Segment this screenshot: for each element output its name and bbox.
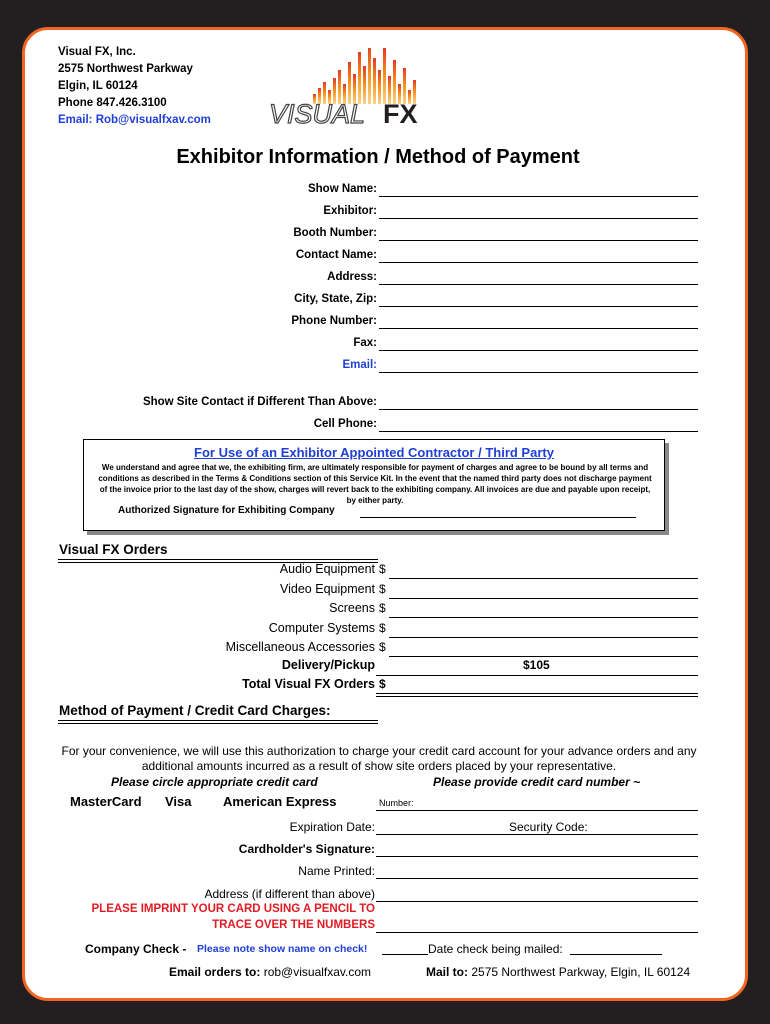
logo-bar (378, 70, 381, 104)
field-line[interactable] (379, 284, 698, 285)
order-item-label: Video Equipment (280, 581, 375, 596)
company-street: 2575 Northwest Parkway (58, 63, 193, 75)
payment-intro: For your convenience, we will use this authorization to charge your credit card account for your advance orders and any additional amounts incurred as a result of show site orders placed by your representative. (61, 744, 697, 773)
mail-to (426, 965, 690, 979)
order-item-currency: $ (379, 620, 386, 635)
provide-number-label: Please provide credit card number ~ (433, 775, 641, 789)
order-item-currency: $ (379, 562, 386, 576)
site-field-label: Show Site Contact if Different Than Above: (142, 396, 377, 408)
field-line[interactable] (379, 262, 698, 263)
card-american-express[interactable]: American Express (223, 794, 337, 809)
field-line[interactable] (379, 306, 698, 307)
site-field-label: Cell Phone: (313, 418, 377, 430)
authorized-signature-label: Authorized Signature for Exhibiting Company (118, 505, 335, 516)
company-phone: Phone 847.426.3100 (58, 97, 167, 109)
field-label: Fax: (353, 337, 377, 349)
email-orders (169, 965, 371, 979)
security-code-label: Security Code: (509, 820, 588, 834)
delivery-value: $105 (523, 658, 550, 672)
imprint-line[interactable] (376, 932, 698, 933)
logo-bar (373, 58, 376, 104)
imprint-notice-2: TRACE OVER THE NUMBERS (212, 919, 375, 931)
field-line[interactable] (379, 196, 698, 197)
notice-heading: For Use of an Exhibitor Appointed Contractor / Third Party (194, 445, 554, 460)
mail-to-value: 2575 Northwest Parkway, Elgin, IL 60124 (471, 965, 691, 979)
total-line[interactable] (376, 693, 698, 697)
alt-address-line[interactable] (376, 901, 698, 902)
logo-bar (393, 60, 396, 104)
expiration-line[interactable] (376, 834, 698, 835)
order-item-currency: $ (379, 581, 386, 596)
mail-to-label: Mail to: (426, 965, 468, 979)
field-label: Address: (327, 271, 377, 283)
svg-text:FX: FX (383, 99, 418, 129)
third-party-notice (83, 439, 665, 531)
email-orders-value[interactable]: rob@visualfxav.com (263, 965, 372, 979)
field-label: Show Name: (307, 183, 377, 195)
notice-body: We understand and agree that we, the exhibiting firm, are ultimately responsible for payment of charges and agree to be bound by all terms and conditions as described in the Terms & Conditions section of this Service Kit. In the event that the named third party does not discharge payment of the invoice prior to the last day of the show, charges will revert back to the exhibiting company. All invoices are due and payable upon receipt, by either party. (98, 463, 652, 505)
cardholder-label: Cardholder's Signature: (238, 842, 375, 856)
circle-card-label: Please circle appropriate credit card (111, 775, 318, 789)
card-number-line[interactable] (376, 810, 698, 811)
total-currency: $ (379, 677, 386, 691)
company-address (58, 44, 211, 129)
company-check-label: Company Check - (85, 942, 187, 956)
order-item-label: Audio Equipment (279, 562, 375, 576)
check-note: Please note show name on check! (197, 943, 368, 955)
delivery-line (376, 675, 698, 676)
order-item-label: Computer Systems (268, 620, 375, 635)
visualfx-logo (265, 48, 440, 138)
company-name: Visual FX, Inc. (58, 46, 136, 58)
svg-text:VISUAL: VISUAL (269, 99, 366, 129)
name-printed-label: Name Printed: (298, 864, 375, 878)
logo-bar (368, 48, 371, 104)
field-line[interactable] (379, 372, 698, 373)
order-item-label: Miscellaneous Accessories (225, 640, 375, 654)
check-line[interactable] (382, 954, 428, 955)
imprint-notice-1: PLEASE IMPRINT YOUR CARD USING A PENCIL TO (91, 903, 375, 915)
order-item-line[interactable] (389, 617, 698, 618)
field-line[interactable] (379, 218, 698, 219)
field-label: Exhibitor: (323, 205, 377, 217)
expiration-label: Expiration Date: (289, 820, 375, 834)
payment-heading: Method of Payment / Credit Card Charges: (59, 703, 331, 718)
company-city: Elgin, IL 60124 (58, 80, 138, 92)
site-field-line[interactable] (379, 431, 698, 432)
logo-bar (348, 62, 351, 104)
payment-heading-rule (58, 720, 378, 724)
check-date-label: Date check being mailed: (428, 942, 563, 956)
page-title: Exhibitor Information / Method of Payment (176, 146, 580, 168)
field-label: Booth Number: (293, 227, 377, 239)
orders-heading: Visual FX Orders (59, 542, 168, 557)
name-printed-line[interactable] (376, 878, 698, 879)
delivery-label: Delivery/Pickup (281, 658, 375, 672)
order-item-line[interactable] (389, 637, 698, 638)
order-item-line[interactable] (389, 578, 698, 579)
email-orders-label: Email orders to: (169, 965, 261, 979)
site-field-line[interactable] (379, 409, 698, 410)
cardholder-line[interactable] (376, 856, 698, 857)
field-label: Contact Name: (295, 249, 377, 261)
form-page (22, 27, 748, 1001)
check-date-line[interactable] (570, 954, 662, 955)
field-label: Phone Number: (291, 315, 377, 327)
field-line[interactable] (379, 328, 698, 329)
order-item-line[interactable] (389, 598, 698, 599)
card-mastercard[interactable]: MasterCard (70, 794, 142, 809)
order-item-line[interactable] (389, 656, 698, 657)
field-label: Email: (342, 359, 377, 371)
alt-address-label: Address (if different than above) (204, 887, 375, 901)
authorized-signature-line[interactable] (360, 517, 636, 518)
field-line[interactable] (379, 350, 698, 351)
order-item-currency: $ (379, 640, 386, 654)
field-label: City, State, Zip: (294, 293, 377, 305)
order-item-label: Screens (329, 601, 375, 615)
logo-bar (358, 52, 361, 104)
card-visa[interactable]: Visa (165, 794, 192, 809)
order-item-currency: $ (379, 601, 386, 615)
total-label: Total Visual FX Orders (242, 677, 375, 691)
company-email[interactable]: Email: Rob@visualfxav.com (58, 114, 211, 126)
card-number-label: Number: (379, 798, 414, 808)
logo-bar (383, 48, 386, 104)
field-line[interactable] (379, 240, 698, 241)
